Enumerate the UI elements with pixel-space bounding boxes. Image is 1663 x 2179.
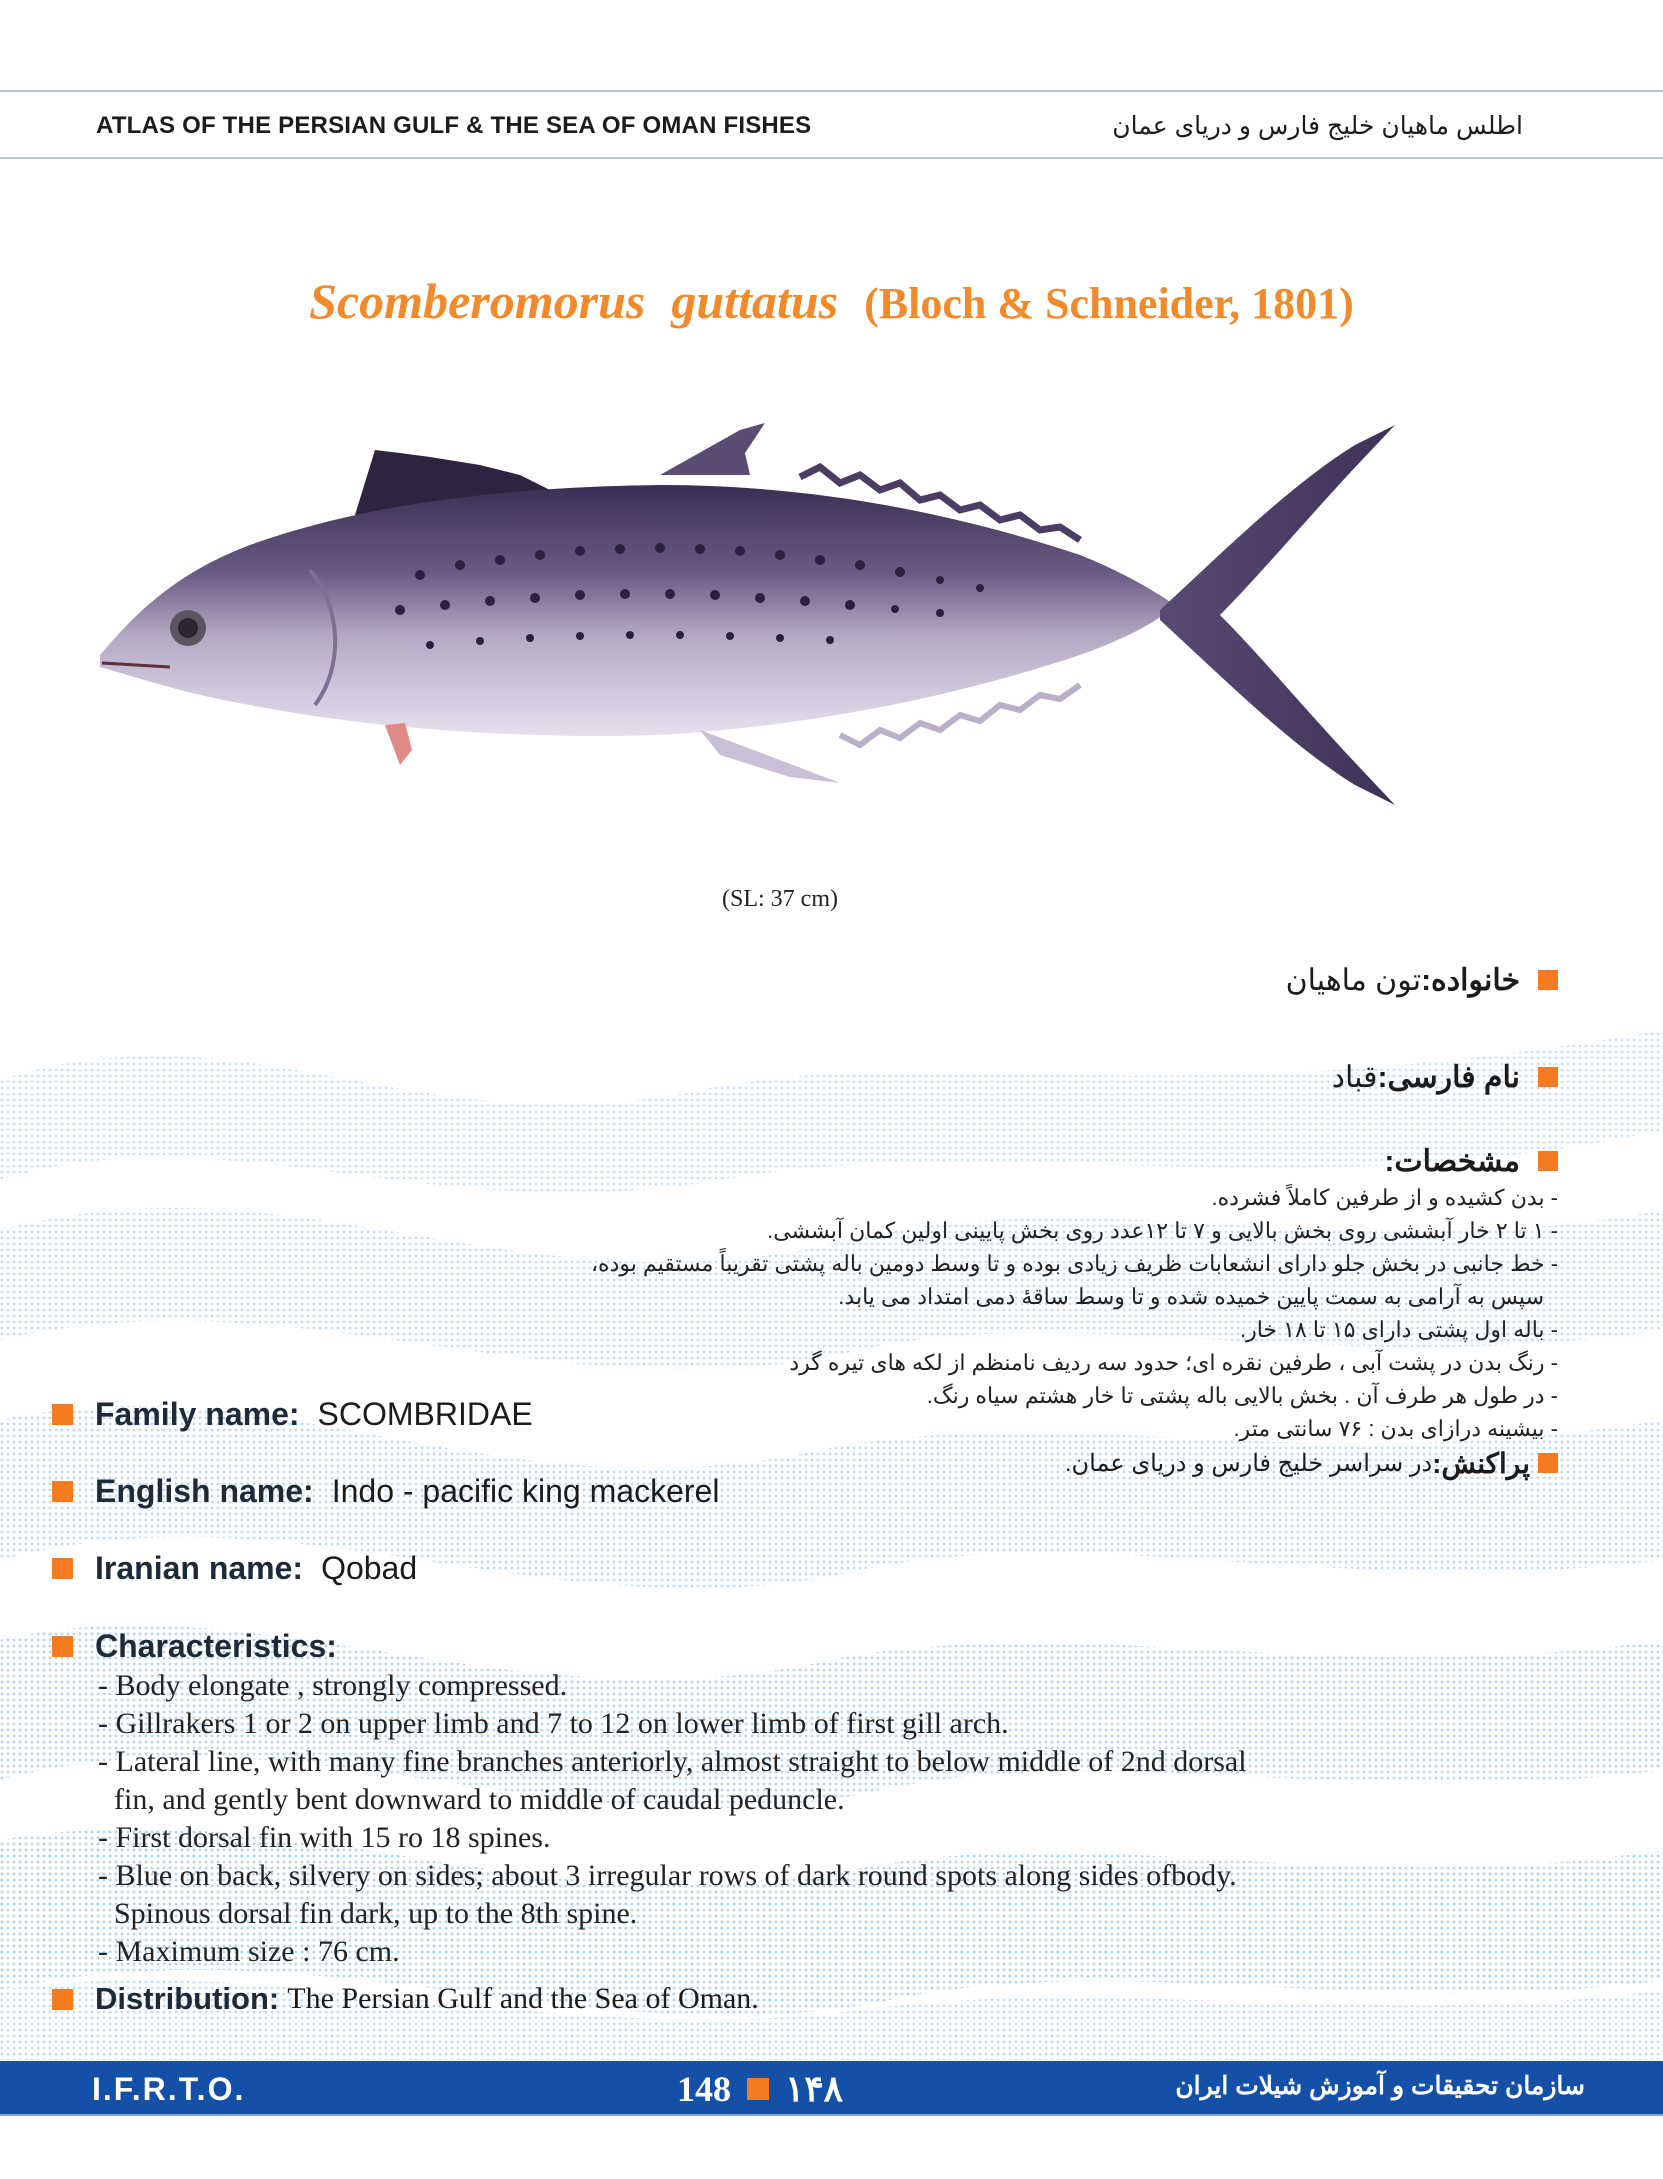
fa-char-line: سپس به آرامی به سمت پایین خمیده شده و تا وسط ساقهٔ دمی امتداد می یابد. <box>838 1284 1544 1309</box>
fa-name-value: قباد <box>1331 1060 1378 1094</box>
bullet-square-icon <box>1538 1453 1558 1473</box>
header-title-fa: اطلس ماهیان خلیج فارس و دریای عمان <box>1112 112 1523 140</box>
fa-char-line: - باله اول پشتی دارای ۱۵ تا ۱۸ خار. <box>1239 1317 1558 1342</box>
fa-dist-value: در سراسر خلیج فارس و دریای عمان. <box>1064 1449 1433 1477</box>
page-number-en: 148 <box>676 2069 731 2109</box>
bullet-square-icon <box>52 1404 73 1425</box>
species-authority: (Bloch & Schneider, 1801) <box>864 279 1354 328</box>
en-english-name-field <box>52 1473 719 1510</box>
footer-org-en: I.F.R.T.O. <box>92 2071 246 2107</box>
bullet-square-icon <box>52 1481 73 1502</box>
fa-family-label: خانواده: <box>1421 963 1520 997</box>
page-number-fa: ۱۴۸ <box>784 2069 843 2109</box>
en-characteristics-list <box>98 1667 1247 1971</box>
en-family-value: SCOMBRIDAE <box>317 1396 533 1432</box>
en-char-line: fin, and gently bent downward to middle of caudal peduncle. <box>114 1783 845 1816</box>
bullet-square-icon <box>52 1989 73 2010</box>
fa-family-field <box>458 955 1558 1005</box>
en-family-label: Family name: <box>95 1396 300 1432</box>
fa-char-label: مشخصات: <box>1384 1144 1520 1178</box>
en-distribution-field <box>52 1981 759 2017</box>
bullet-square-icon <box>747 2078 769 2100</box>
bullet-square-icon <box>1538 1151 1558 1171</box>
en-char-label: Characteristics: <box>95 1628 337 1664</box>
en-english-value: Indo - pacific king mackerel <box>331 1473 720 1509</box>
en-characteristics-heading <box>52 1628 355 1665</box>
fa-char-line: - ۱ تا ۲ خار آبششی روی بخش بالایی و ۷ تا ۱۲عدد روی بخش پایینی اولین کمان آبششی. <box>767 1218 1558 1243</box>
fa-name-field <box>458 1052 1558 1102</box>
header-bottom-rule <box>0 157 1663 159</box>
species-title <box>0 272 1663 330</box>
fa-char-line: - خط جانبی در بخش جلو دارای انشعابات ظریف زیادی بوده و تا وسط دومین باله پشتی تقریباً مستقیم بوده، <box>590 1251 1558 1276</box>
en-char-line: - Lateral line, with many fine branches anteriorly, almost straight to below middle of 2nd dorsal <box>98 1745 1247 1778</box>
en-iranian-value: Qobad <box>321 1550 418 1586</box>
bullet-square-icon <box>1538 970 1558 990</box>
fa-char-line: - بدن کشیده و از طرفین کاملاً فشرده. <box>1211 1185 1558 1210</box>
header-title-en: ATLAS OF THE PERSIAN GULF & THE SEA OF OMAN FISHES <box>96 112 812 139</box>
footer-bottom-rule <box>0 2114 1663 2116</box>
footer-org-fa: سازمان تحقیقات و آموزش شیلات ایران <box>1175 2072 1585 2100</box>
en-char-line: - Maximum size : 76 cm. <box>98 1935 400 1968</box>
bullet-square-icon <box>52 1558 73 1579</box>
species-epithet: guttatus <box>671 273 839 329</box>
bullet-square-icon <box>52 1636 73 1657</box>
header-top-rule <box>0 90 1663 92</box>
fa-dist-label: پراکنش: <box>1432 1447 1530 1479</box>
genus-name: Scomberomorus <box>309 273 646 329</box>
en-dist-value: The Persian Gulf and the Sea of Oman. <box>287 1982 759 2015</box>
fa-family-value: تون ماهیان <box>1285 963 1422 997</box>
footer-bar <box>0 2061 1663 2114</box>
en-char-line: - Gillrakers 1 or 2 on upper limb and 7 to 12 on lower limb of first gill arch. <box>98 1707 1009 1740</box>
fish-illustration <box>100 405 1520 825</box>
en-dist-label: Distribution: <box>95 1981 280 2016</box>
en-iranian-label: Iranian name: <box>95 1550 304 1586</box>
en-char-line: - Body elongate , strongly compressed. <box>98 1669 568 1702</box>
en-char-line: - First dorsal fin with 15 ro 18 spines. <box>98 1821 551 1854</box>
en-char-line: Spinous dorsal fin dark, up to the 8th spine. <box>114 1897 638 1930</box>
bullet-square-icon <box>1538 1067 1558 1087</box>
en-english-label: English name: <box>95 1473 314 1509</box>
persian-section <box>458 955 1558 1481</box>
fa-char-line: - رنگ بدن در پشت آبی ، طرفین نقره ای؛ حدود سه ردیف نامنظم از لکه های تیره گرد <box>789 1350 1558 1375</box>
fa-char-line: - در طول هر طرف آن . بخش بالایی باله پشتی تا خار هشتم سیاه رنگ. <box>926 1383 1558 1408</box>
en-iranian-name-field <box>52 1550 417 1587</box>
en-char-line: - Blue on back, silvery on sides; about 3 irregular rows of dark round spots along sides ofbody. <box>98 1859 1237 1892</box>
fa-characteristics-heading <box>458 1141 1558 1181</box>
size-caption: (SL: 37 cm) <box>722 886 838 912</box>
fa-name-label: نام فارسی: <box>1377 1060 1520 1094</box>
fa-char-line: - بیشینه درازای بدن : ۷۶ سانتی متر. <box>1233 1416 1558 1441</box>
en-family-field <box>52 1396 533 1433</box>
fa-characteristics-list <box>458 1181 1558 1445</box>
